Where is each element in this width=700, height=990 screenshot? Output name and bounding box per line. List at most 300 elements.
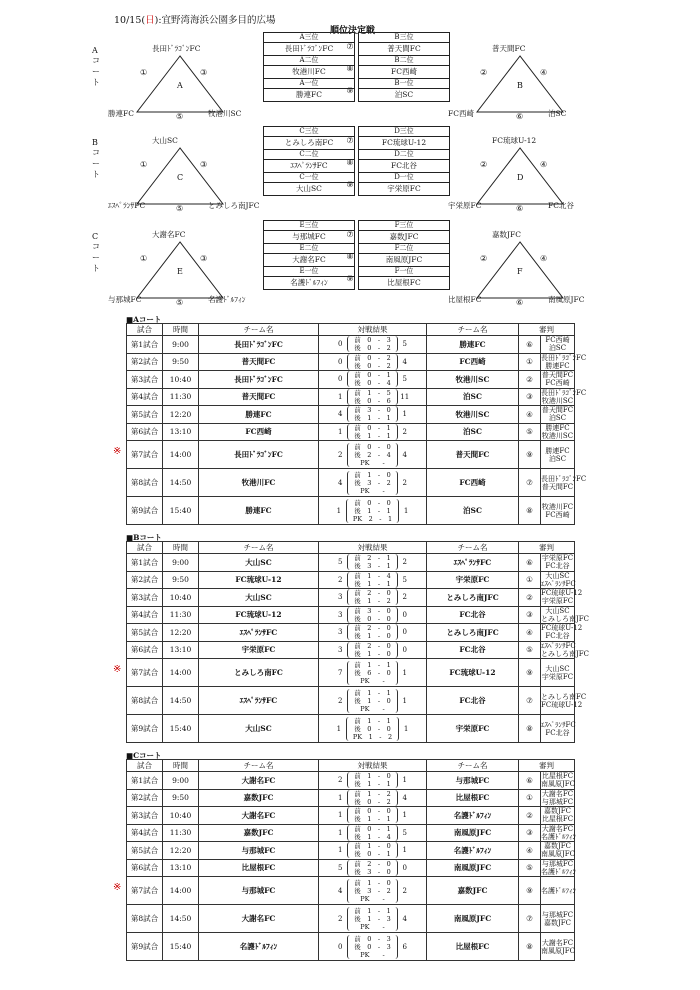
table-header: 審判 xyxy=(519,542,575,554)
referee-number: ① xyxy=(519,571,541,589)
first-half: 前 0 - 3 xyxy=(354,934,391,943)
rank-cell: 長田ﾄﾞﾗｺﾞﾝFC xyxy=(264,43,354,56)
halves xyxy=(347,879,397,903)
result-cell xyxy=(319,842,427,860)
court-top-team: FC琉球U-12 xyxy=(492,136,537,145)
referee-2: FC西崎 xyxy=(545,510,570,519)
team-a: 宇栄原FC xyxy=(199,641,319,659)
court-right-team: 牧港川SC xyxy=(208,109,242,118)
bracket-title: 順位決定戦 xyxy=(330,26,376,36)
table-header: 試合 xyxy=(127,324,163,336)
match-number: ② xyxy=(480,254,488,263)
referees xyxy=(541,715,575,743)
note-mark: ※ xyxy=(113,882,122,893)
referee-number: ⑧ xyxy=(519,715,541,743)
rank-match-number: ⑨ xyxy=(346,274,354,283)
referees xyxy=(541,789,575,807)
table-row xyxy=(127,789,575,807)
second-half: 後 0 - 2 xyxy=(354,361,391,370)
table-header: 試合 xyxy=(127,760,163,772)
result xyxy=(319,607,426,623)
rank-match-number: ⑦ xyxy=(346,42,354,51)
rank-cell: B一位 xyxy=(359,79,449,89)
match-time: 9:50 xyxy=(163,571,199,589)
match-number: ⑥ xyxy=(516,204,524,213)
team-b: 嘉数JFC xyxy=(427,877,519,905)
match-time: 10:40 xyxy=(163,589,199,607)
referees xyxy=(541,842,575,860)
second-half: 後 0 - 0 xyxy=(354,724,391,733)
score-b: 1 xyxy=(402,811,407,820)
court-right-team: とみしろ南JFC xyxy=(208,201,260,210)
second-half: 後 0 - 2 xyxy=(354,344,391,353)
schedule-table xyxy=(126,323,587,525)
court-top-team: 大謝名FC xyxy=(152,230,186,239)
result xyxy=(319,807,426,823)
team-b: 泊SC xyxy=(427,497,519,525)
referees xyxy=(541,624,583,642)
first-half: 前 1 - 1 xyxy=(354,716,391,725)
team-b: 宇栄原FC xyxy=(427,715,519,743)
team-a: とみしろ南FC xyxy=(199,659,319,687)
result xyxy=(319,471,426,495)
referee-1: FC西崎 xyxy=(545,336,570,345)
match-number: ⑤ xyxy=(176,112,184,121)
rank-box-right xyxy=(358,126,450,196)
result-cell xyxy=(319,687,427,715)
team-b: FC北谷 xyxy=(427,687,519,715)
result xyxy=(319,336,426,352)
rank-box-right xyxy=(358,220,450,290)
table-row xyxy=(127,441,575,469)
rank-cell: FC西崎 xyxy=(359,66,449,79)
referee-1: ｴｽﾍﾟﾗﾝｻFC xyxy=(541,720,576,729)
referees xyxy=(541,469,587,497)
result xyxy=(319,642,426,658)
referee-1: ｴｽﾍﾟﾗﾝｻFC xyxy=(541,641,576,650)
second-half: 後 3 - 2 xyxy=(354,478,391,487)
match-label: 第3試合 xyxy=(127,371,163,389)
rank-cell: A三位 xyxy=(264,33,354,43)
halves xyxy=(347,807,397,823)
referees xyxy=(541,877,575,905)
referee-1: FC琉球U-12 xyxy=(541,589,583,598)
pk-score: PK - xyxy=(360,950,385,959)
team-a: ｴｽﾍﾟﾗﾝｻFC xyxy=(199,624,319,642)
halves xyxy=(347,624,397,640)
result xyxy=(319,879,426,903)
match-label: 第4試合 xyxy=(127,606,163,624)
referee-1: FC琉球U-12 xyxy=(541,624,583,633)
table-header: チーム名 xyxy=(427,760,519,772)
referee-number: ⑥ xyxy=(519,336,541,354)
first-half: 前 0 - 0 xyxy=(354,442,391,451)
rank-match-number: ⑦ xyxy=(346,230,354,239)
team-b: FC北谷 xyxy=(427,641,519,659)
match-number: ③ xyxy=(200,160,208,169)
score-b: 2 xyxy=(402,593,407,602)
result-cell xyxy=(319,353,427,371)
first-half: 前 0 - 0 xyxy=(354,807,391,816)
result xyxy=(319,389,426,405)
first-half: 前 0 - 1 xyxy=(354,824,391,833)
halves xyxy=(347,424,397,440)
referee-1: 嘉数JFC xyxy=(543,807,572,816)
second-half: 後 3 - 0 xyxy=(354,867,391,876)
team-a: 嘉数JFC xyxy=(199,824,319,842)
result-cell xyxy=(319,824,427,842)
second-half: 後 1 - 0 xyxy=(354,649,391,658)
team-b: 南風原JFC xyxy=(427,859,519,877)
rank-cell: C二位 xyxy=(264,150,354,160)
rank-cell: D二位 xyxy=(359,150,449,160)
result-cell xyxy=(319,388,427,406)
court-right-team: FC北谷 xyxy=(548,201,574,210)
referee-2: ｴｽﾍﾟﾗﾝｻFC xyxy=(541,579,576,588)
referee-2: 名護ﾄﾞﾙﾌｨﾝ xyxy=(541,867,576,876)
referees xyxy=(541,497,575,525)
first-half: 前 1 - 4 xyxy=(354,571,391,580)
score-b: 1 xyxy=(402,846,407,855)
score-b: 0 xyxy=(402,645,407,654)
team-b: 比屋根FC xyxy=(427,933,519,961)
court-left-team: 比屋根FC xyxy=(448,295,482,304)
match-label: 第3試合 xyxy=(127,589,163,607)
halves xyxy=(347,842,397,858)
rank-cell: F三位 xyxy=(359,221,449,231)
team-a: 嘉数JFC xyxy=(199,789,319,807)
first-half: 前 1 - 0 xyxy=(354,772,391,781)
match-label: 第6試合 xyxy=(127,859,163,877)
match-number: ④ xyxy=(540,160,548,169)
referees xyxy=(541,859,575,877)
first-half: 前 2 - 0 xyxy=(354,859,391,868)
referees xyxy=(541,571,575,589)
rank-cell: E二位 xyxy=(264,244,354,254)
score-a: 5 xyxy=(338,558,343,567)
result xyxy=(319,572,426,588)
match-number: ② xyxy=(480,160,488,169)
first-half: 前 1 - 0 xyxy=(354,470,391,479)
referees xyxy=(541,606,590,624)
referee-number: ⑦ xyxy=(519,905,541,933)
rank-cell: D三位 xyxy=(359,127,449,137)
court-left-team: 勝連FC xyxy=(108,109,134,118)
result xyxy=(319,424,426,440)
result xyxy=(319,860,426,876)
team-b: とみしろ南JFC xyxy=(427,624,519,642)
first-half: 前 0 - 3 xyxy=(354,336,391,345)
referee-number: ③ xyxy=(519,606,541,624)
referee-number: ③ xyxy=(519,388,541,406)
result xyxy=(319,661,426,685)
result-cell xyxy=(319,371,427,389)
court-center-letter: F xyxy=(517,267,523,276)
score-b: 2 xyxy=(402,558,407,567)
referee-1: 勝連FC xyxy=(545,423,570,432)
match-number: ⑤ xyxy=(176,204,184,213)
score-a: 1 xyxy=(338,828,343,837)
pk-score: PK - xyxy=(360,458,385,467)
referee-number: ⑧ xyxy=(519,933,541,961)
match-time: 9:00 xyxy=(163,772,199,790)
pk-score: PK 1 - 2 xyxy=(352,732,393,741)
referee-2: 南風原JFC xyxy=(541,780,576,789)
referee-1: 長田ﾄﾞﾗｺﾞﾝFC xyxy=(541,353,587,362)
rank-cell: 比屋根FC xyxy=(387,278,421,287)
table-row xyxy=(127,842,575,860)
result-cell xyxy=(319,789,427,807)
second-half: 後 0 - 6 xyxy=(354,396,391,405)
match-time: 11:30 xyxy=(163,824,199,842)
score-b: 6 xyxy=(402,942,407,951)
match-time: 14:00 xyxy=(163,877,199,905)
score-a: 7 xyxy=(338,668,343,677)
referee-1: 嘉数JFC xyxy=(543,842,572,851)
table-header: チーム名 xyxy=(199,542,319,554)
team-b: とみしろ南JFC xyxy=(427,589,519,607)
court-left-team: 与那城FC xyxy=(108,295,142,304)
rank-cell: 宇栄原FC xyxy=(387,184,421,193)
court-left-team: FC西崎 xyxy=(448,109,474,118)
rank-match-number: ⑨ xyxy=(346,86,354,95)
halves xyxy=(347,661,397,685)
referee-1: 名護ﾄﾞﾙﾌｨﾝ xyxy=(541,886,576,895)
rank-cell: E一位 xyxy=(264,267,354,277)
match-label: 第9試合 xyxy=(127,933,163,961)
match-time: 14:00 xyxy=(163,441,199,469)
referee-2: 牧港川SC xyxy=(541,396,574,405)
score-b: 0 xyxy=(402,628,407,637)
match-label: 第5試合 xyxy=(127,406,163,424)
team-b: 牧港川SC xyxy=(427,406,519,424)
halves xyxy=(347,406,397,422)
table-header: チーム名 xyxy=(427,542,519,554)
second-half: 後 1 - 1 xyxy=(354,815,391,824)
second-half: 後 1 - 0 xyxy=(354,632,391,641)
team-a: FC琉球U-12 xyxy=(199,606,319,624)
score-b: 1 xyxy=(402,668,407,677)
table-header: 時間 xyxy=(163,542,199,554)
court-label: Aコート xyxy=(92,46,100,87)
table-header: 審判 xyxy=(519,324,575,336)
rank-box-left xyxy=(263,32,355,102)
rank-cell: 嘉数JFC xyxy=(359,231,449,244)
team-b: 普天間FC xyxy=(427,441,519,469)
match-label: 第4試合 xyxy=(127,388,163,406)
referee-2: 与那城FC xyxy=(541,797,574,806)
rank-cell: 南風原JFC xyxy=(359,254,449,267)
first-half: 前 0 - 1 xyxy=(354,423,391,432)
court-right-team: 南風原JFC xyxy=(548,295,585,304)
result-cell xyxy=(319,469,427,497)
referees xyxy=(541,388,587,406)
referees xyxy=(541,659,575,687)
referee-number: ⑤ xyxy=(519,423,541,441)
referee-number: ④ xyxy=(519,624,541,642)
halves xyxy=(347,336,397,352)
referee-2: 宇栄原FC xyxy=(541,672,574,681)
halves xyxy=(347,572,397,588)
schedule-table xyxy=(126,759,575,961)
result-cell xyxy=(319,859,427,877)
referee-number: ⑦ xyxy=(519,687,541,715)
table-row xyxy=(127,933,575,961)
match-time: 9:50 xyxy=(163,353,199,371)
halves xyxy=(347,907,397,931)
rank-cell: 大謝名FC xyxy=(264,254,354,267)
first-half: 前 1 - 5 xyxy=(354,388,391,397)
score-a: 1 xyxy=(338,427,343,436)
match-number: ④ xyxy=(540,254,548,263)
score-a: 1 xyxy=(338,392,343,401)
schedule-table xyxy=(126,541,590,743)
section-title: ■Bコート xyxy=(126,533,162,542)
match-label: 第8試合 xyxy=(127,687,163,715)
second-half: 後 0 - 2 xyxy=(354,797,391,806)
referees xyxy=(541,353,587,371)
table-row xyxy=(127,336,575,354)
rank-cell: FC琉球U-12 xyxy=(359,137,449,150)
match-time: 14:50 xyxy=(163,469,199,497)
rank-cell: D一位 xyxy=(359,173,449,183)
match-number: ① xyxy=(140,160,148,169)
halves xyxy=(346,499,399,523)
team-a: 普天間FC xyxy=(199,353,319,371)
rank-cell: F一位 xyxy=(359,267,449,277)
result-cell xyxy=(319,336,427,354)
match-label: 第6試合 xyxy=(127,423,163,441)
second-half: 後 2 - 4 xyxy=(354,450,391,459)
first-half: 前 0 - 0 xyxy=(354,498,391,507)
halves xyxy=(347,790,397,806)
score-a: 4 xyxy=(338,410,343,419)
result xyxy=(319,624,426,640)
referee-2: 普天間FC xyxy=(541,482,574,491)
referee-2: 泊SC xyxy=(548,344,567,353)
match-label: 第6試合 xyxy=(127,641,163,659)
table-row xyxy=(127,469,575,497)
referee-2: 牧港川SC xyxy=(541,431,574,440)
referee-number: ① xyxy=(519,789,541,807)
referee-1: 牧港川FC xyxy=(541,502,574,511)
match-number: ④ xyxy=(540,68,548,77)
team-a: 大謝名FC xyxy=(199,905,319,933)
court-label: Bコート xyxy=(92,138,100,179)
halves xyxy=(347,607,397,623)
halves xyxy=(347,772,397,788)
referee-1: 勝連FC xyxy=(545,446,570,455)
result xyxy=(319,354,426,370)
result-cell xyxy=(319,715,427,743)
team-a: FC西崎 xyxy=(199,423,319,441)
score-b: 0 xyxy=(402,863,407,872)
rank-match-number: ⑦ xyxy=(346,136,354,145)
referee-number: ⑥ xyxy=(519,554,541,572)
result xyxy=(319,406,426,422)
court-center-letter: E xyxy=(177,267,183,276)
referee-number: ⑨ xyxy=(519,441,541,469)
team-a: 比屋根FC xyxy=(199,859,319,877)
second-half: 後 0 - 0 xyxy=(354,614,391,623)
rank-cell: A二位 xyxy=(264,56,354,66)
score-b: 1 xyxy=(402,776,407,785)
court-top-team: 普天間FC xyxy=(492,44,526,53)
section-title: ■Aコート xyxy=(126,315,162,324)
match-time: 15:40 xyxy=(163,497,199,525)
referee-number: ⑧ xyxy=(519,497,541,525)
score-a: 1 xyxy=(338,811,343,820)
rank-cell: E三位 xyxy=(264,221,354,231)
result xyxy=(319,907,426,931)
match-time: 9:00 xyxy=(163,336,199,354)
rank-cell: B三位 xyxy=(359,33,449,43)
note-mark: ※ xyxy=(113,446,122,457)
team-b: FC西崎 xyxy=(427,353,519,371)
halves xyxy=(347,642,397,658)
referee-1: 与那城FC xyxy=(541,910,574,919)
referee-1: 長田ﾄﾞﾗｺﾞﾝFC xyxy=(541,388,587,397)
referees xyxy=(541,423,575,441)
score-b: 4 xyxy=(402,357,407,366)
rank-cell: 普天間FC xyxy=(359,43,449,56)
table-row xyxy=(127,371,575,389)
match-time: 9:50 xyxy=(163,789,199,807)
table-row xyxy=(127,423,575,441)
result-cell xyxy=(319,423,427,441)
team-a: FC琉球U-12 xyxy=(199,571,319,589)
table-row xyxy=(127,406,575,424)
header-date: 10/15(日):宜野湾海浜公園多目的広場 xyxy=(114,15,276,26)
referee-2: 南風原JFC xyxy=(541,850,576,859)
first-half: 前 2 - 1 xyxy=(354,554,391,563)
court-left-team: 宇栄原FC xyxy=(448,201,482,210)
team-b: 泊SC xyxy=(427,423,519,441)
score-b: 4 xyxy=(402,450,407,459)
result-cell xyxy=(319,589,427,607)
court-label: Cコート xyxy=(92,232,100,273)
team-a: 勝連FC xyxy=(199,497,319,525)
score-a: 1 xyxy=(338,793,343,802)
court-center-letter: B xyxy=(517,81,523,90)
referee-2: 勝連FC xyxy=(545,361,570,370)
result xyxy=(319,371,426,387)
match-time: 11:30 xyxy=(163,606,199,624)
referee-2: とみしろ南JFC xyxy=(541,614,590,623)
team-a: 名護ﾄﾞﾙﾌｨﾝ xyxy=(199,933,319,961)
team-a: 長田ﾄﾞﾗｺﾞﾝFC xyxy=(199,441,319,469)
referees xyxy=(541,371,575,389)
table-row xyxy=(127,687,575,715)
team-b: 南風原JFC xyxy=(427,905,519,933)
match-number: ⑥ xyxy=(516,298,524,307)
match-number: ③ xyxy=(200,254,208,263)
second-half: 後 1 - 1 xyxy=(354,579,391,588)
team-b: 泊SC xyxy=(427,388,519,406)
court-center-letter: A xyxy=(177,81,183,90)
team-a: ｴｽﾍﾟﾗﾝｻFC xyxy=(199,687,319,715)
referee-2: FC西崎 xyxy=(545,379,570,388)
result-cell xyxy=(319,877,427,905)
result-cell xyxy=(319,406,427,424)
score-a: 0 xyxy=(338,340,343,349)
result xyxy=(319,790,426,806)
table-row xyxy=(127,571,575,589)
result-cell xyxy=(319,807,427,825)
first-half: 前 0 - 2 xyxy=(354,353,391,362)
rank-match-number: ⑧ xyxy=(346,64,354,73)
score-a: 3 xyxy=(338,593,343,602)
